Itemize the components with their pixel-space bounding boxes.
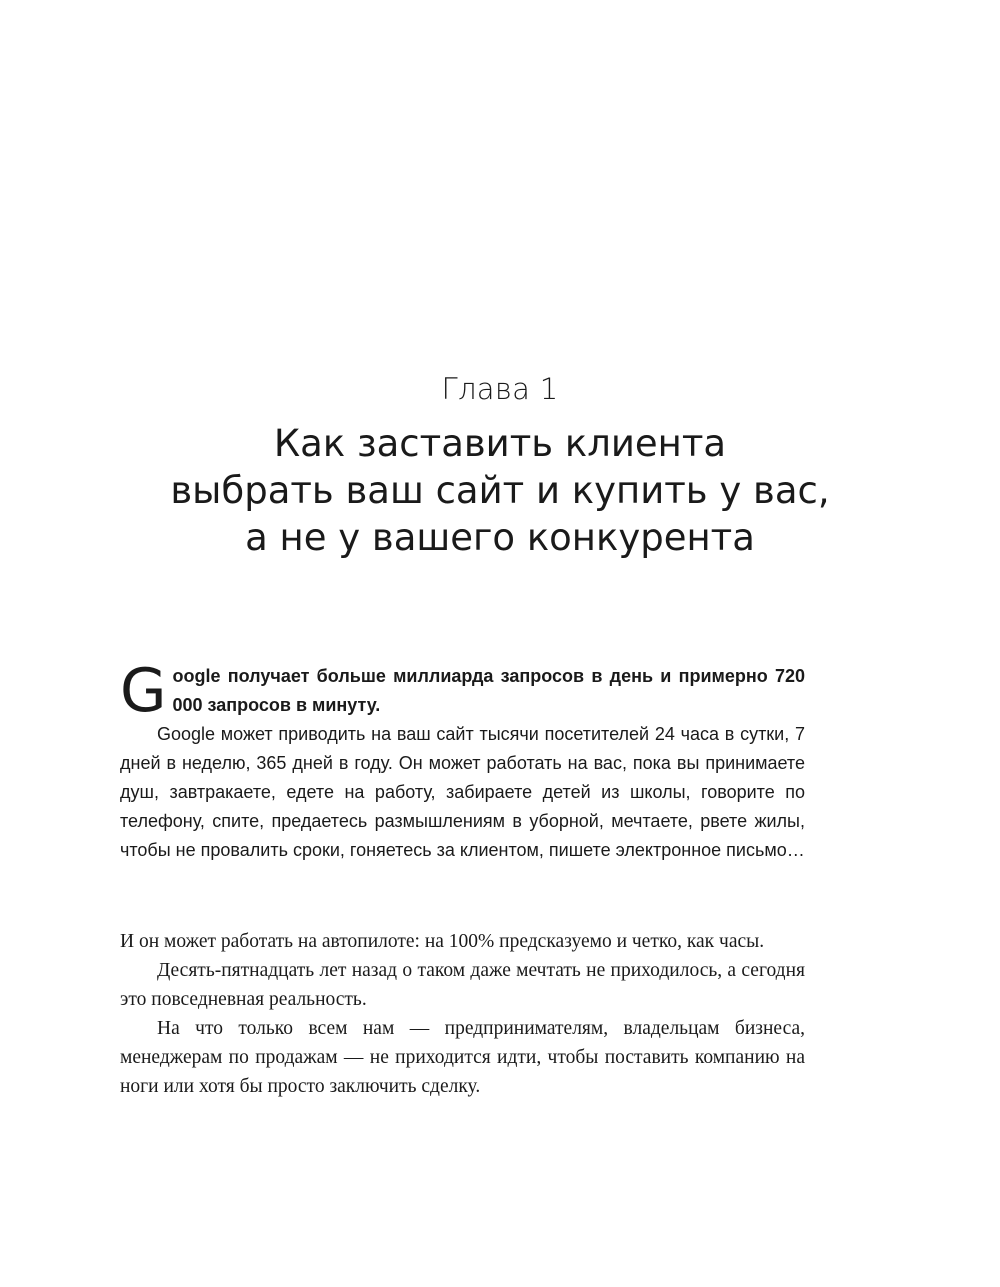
chapter-title-line: а не у вашего конкурента: [245, 516, 755, 559]
lead-paragraph: oogle получает больше миллиарда запросов в день и примерно 720 000 запросов в минуту.: [172, 666, 805, 715]
chapter-title: [0, 420, 1000, 561]
chapter-title-line: выбрать ваш сайт и купить у вас,: [170, 469, 830, 512]
drop-cap: G: [120, 656, 167, 726]
body-paragraph: На что только всем нам — предпринимателям, владельцам бизнеса, менеджерам по продажам — не приходится идти, чтобы поставить компанию на ноги или хотя бы просто заключить сделку.: [120, 1018, 805, 1097]
intro-paragraph: Google может приводить на ваш сайт тысячи посетителей 24 часа в сутки, 7 дней в неделю, 365 дней в году. Он может работать на вас, пока вы принимаете душ, завтракаете, едете на работу, забираете детей из школы, говорите по телефону, спите, предаетесь размышлениям в уборной, мечтаете, рвете жилы, чтобы не провалить сроки, гоняетесь за клиентом, пишете электронное письмо…: [120, 724, 805, 860]
body-paragraph: Десять-пятнадцать лет назад о таком даже мечтать не приходилось, а сегодня это повседневная реальность.: [120, 960, 805, 1010]
intro-section: [120, 656, 805, 865]
body-section: [120, 927, 805, 1101]
body-paragraph: И он может работать на автопилоте: на 100% предсказуемо и четко, как часы.: [120, 931, 765, 952]
chapter-label: Глава 1: [441, 372, 559, 406]
chapter-title-line: Как заставить клиента: [273, 422, 727, 465]
